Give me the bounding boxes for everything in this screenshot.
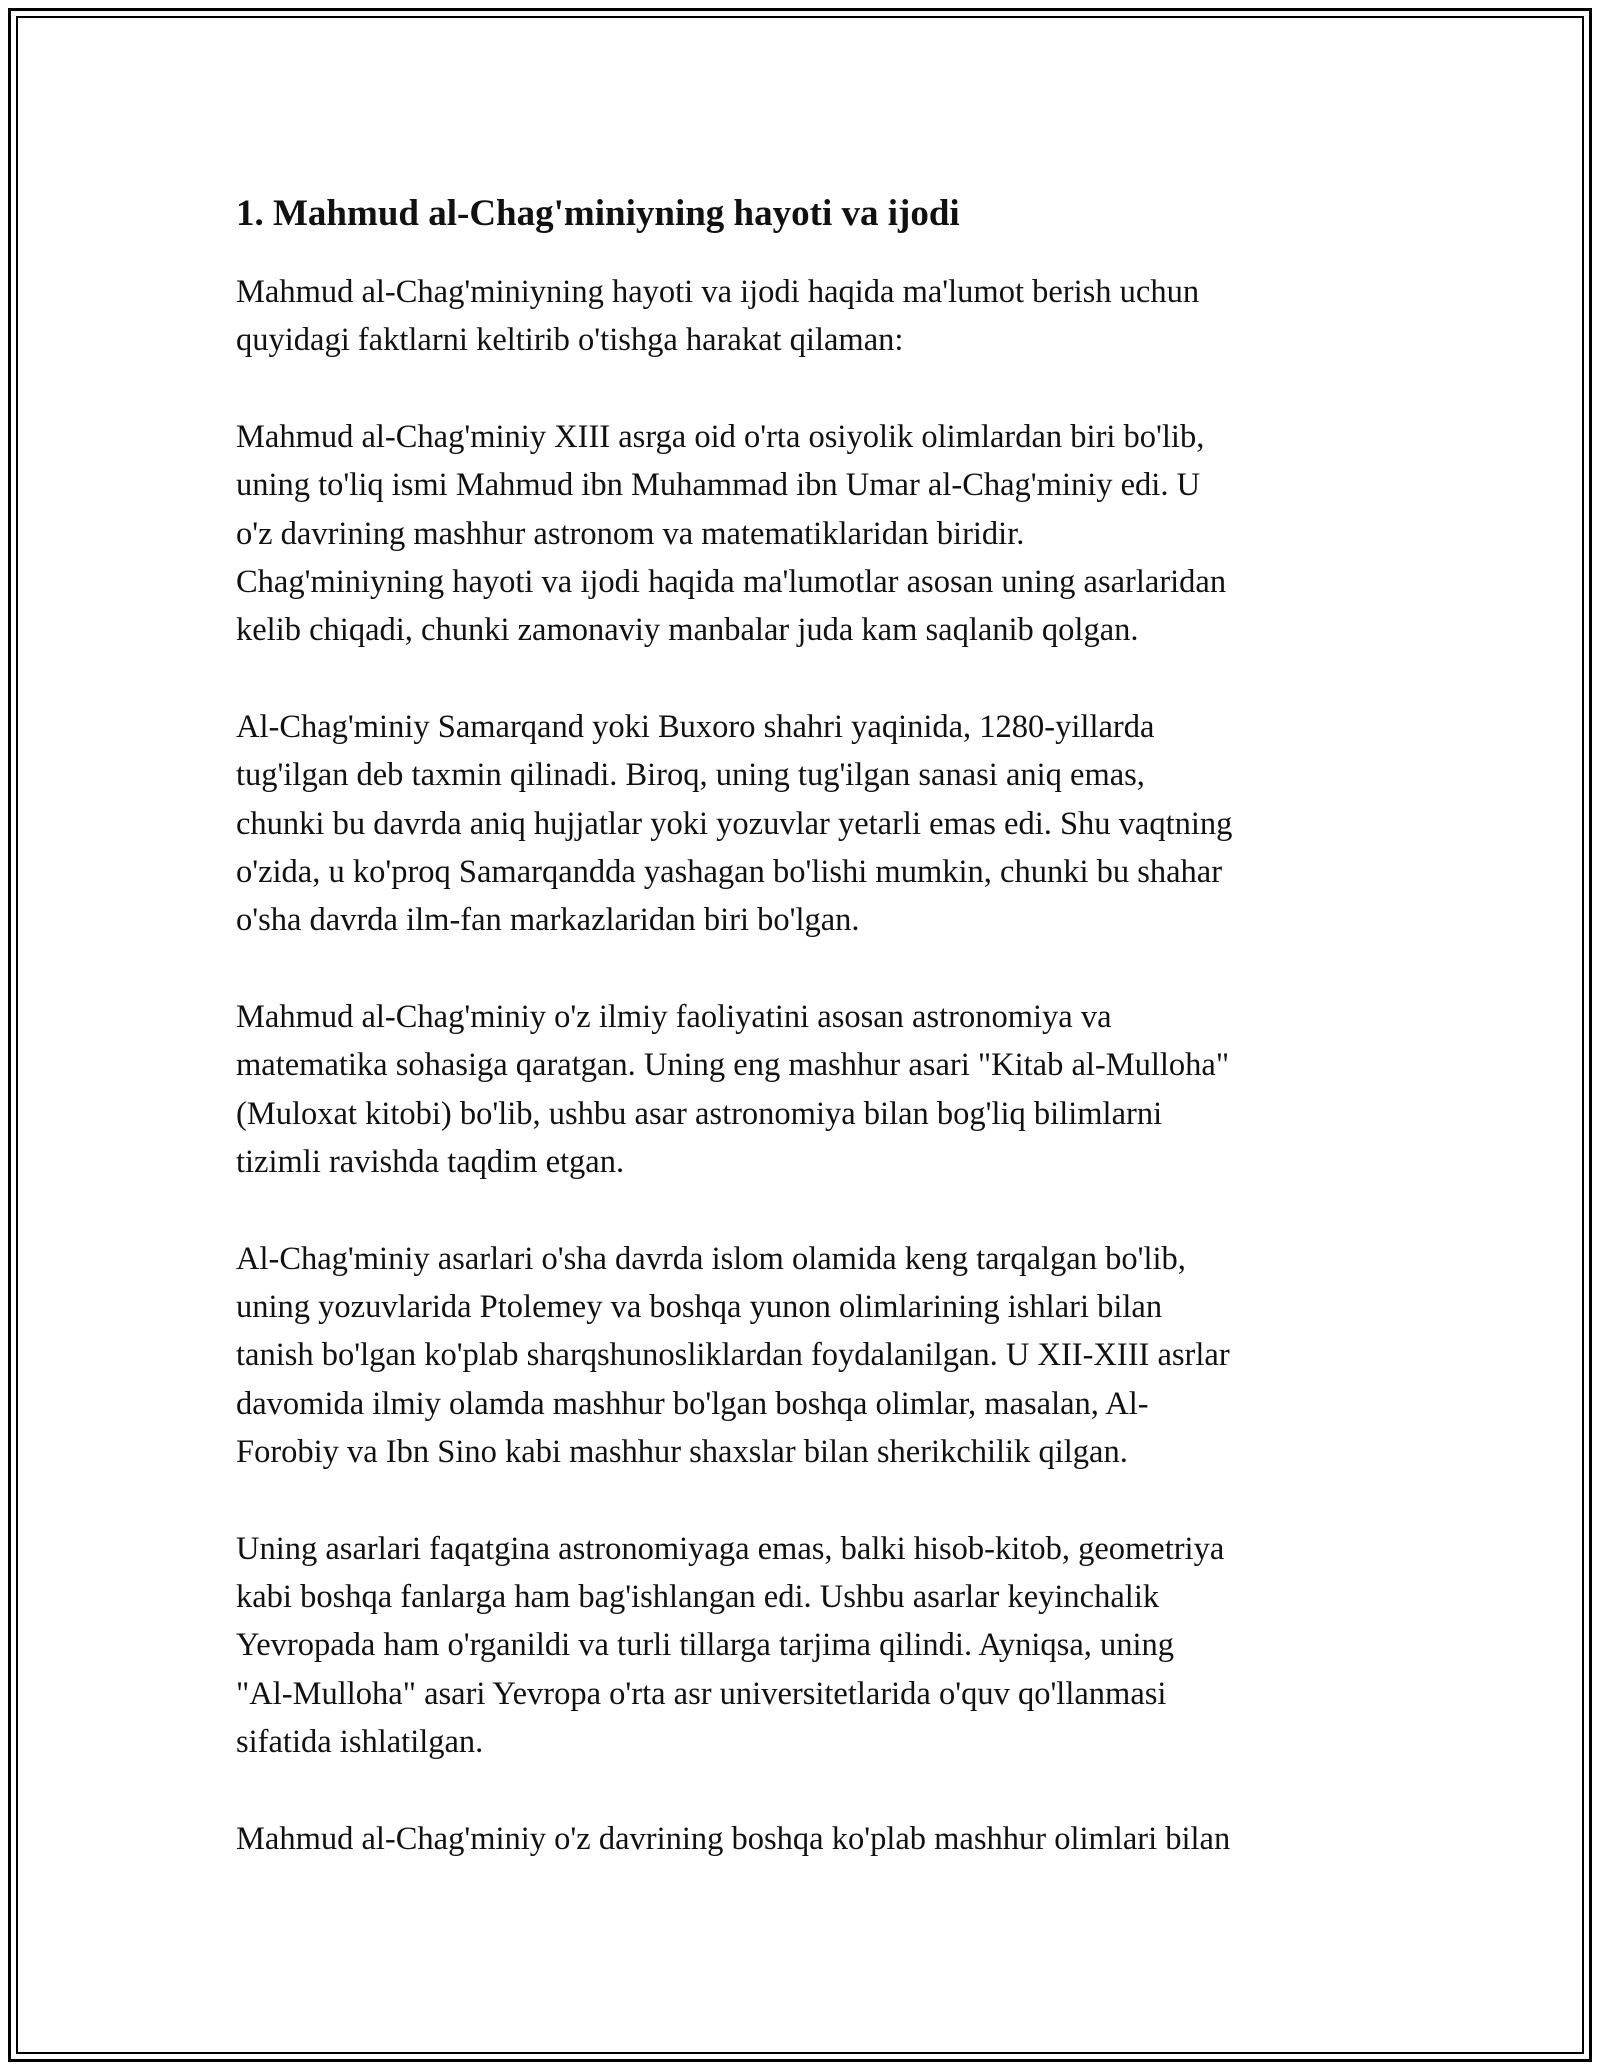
- paragraph-intro: Mahmud al-Chag'miniyning hayoti va ijodi haqida ma'lumot berish uchun quyidagi faktlarni keltirib o'tishga harakat qilaman:: [236, 274, 1200, 359]
- paragraph-contemporaries: Mahmud al-Chag'miniy o'z davrining boshqa ko'plab mashhur olimlari bilan: [236, 1820, 1231, 1857]
- section-heading: 1. Mahmud al-Chag'miniyning hayoti va ijodi: [236, 193, 960, 234]
- document-body: [236, 186, 1386, 1911]
- paragraph-scientific-activity: Mahmud al-Chag'miniy o'z ilmiy faoliyatini asosan astronomiya va matematika sohasiga qaratgan. Uning eng mashhur asari "Kitab al-Mulloha" (Muloxat kitobi) bo'lib, ushbu asar astronomiya bilan bog'liq bilimlarni tizimli ravishda taqdim etgan.: [236, 998, 1230, 1181]
- paragraph-birthplace: Al-Chag'miniy Samarqand yoki Buxoro shahri yaqinida, 1280-yillarda tug'ilgan deb taxmin qilinadi. Biroq, uning tug'ilgan sanasi aniq emas, chunki bu davrda aniq hujjatlar yoki yozuvlar yetarli emas edi. Shu vaqtning o'zida, u ko'proq Samarqandda yashagan bo'lishi mumkin, chunki bu shahar o'sha davrda ilm-fan markazlaridan biri bo'lgan.: [236, 708, 1233, 939]
- paragraph-biography: Mahmud al-Chag'miniy XIII asrga oid o'rta osiyolik olimlardan biri bo'lib, uning to'liq ismi Mahmud ibn Muhammad ibn Umar al-Chag'miniy edi. U o'z davrining mashhur astronom va matematiklaridan biridir. Chag'miniyning hayoti va ijodi haqida ma'lumotlar asosan uning asarlaridan kelib chiqadi, chunki zamonaviy manbalar juda kam saqlanib qolgan.: [236, 418, 1227, 649]
- paragraph-influence: Al-Chag'miniy asarlari o'sha davrda islom olamida keng tarqalgan bo'lib, uning yozuvlarida Ptolemey va boshqa yunon olimlarining ishlari bilan tanish bo'lgan ko'plab sharqshunosliklardan foydalanilgan. U XII-XIII asrlar davomida ilmiy olamda mashhur bo'lgan boshqa olimlar, masalan, Al- Forobiy va Ibn Sino kabi mashhur shaxslar bilan sherikchilik qilgan.: [236, 1240, 1230, 1471]
- paragraph-works: Uning asarlari faqatgina astronomiyaga emas, balki hisob-kitob, geometriya kabi boshqa fanlarga ham bag'ishlangan edi. Ushbu asarlar keyinchalik Yevropada ham o'rganildi va turli tillarga tarjima qilindi. Ayniqsa, uning "Al-Mulloha" asari Yevropa o'rta asr universitetlarida o'quv qo'llanmasi sifatida ishlatilgan.: [236, 1530, 1225, 1761]
